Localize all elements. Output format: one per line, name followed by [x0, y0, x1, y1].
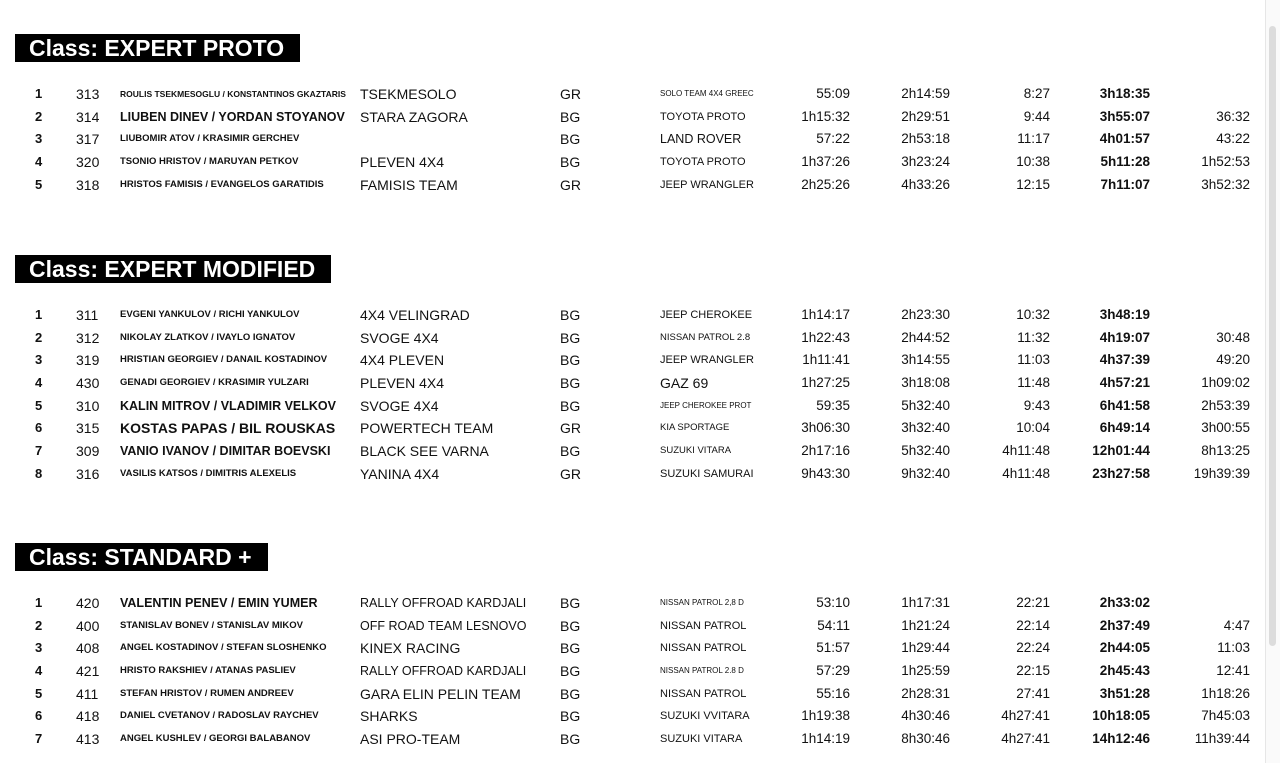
stage-2-time: 1h17:31 — [901, 595, 950, 610]
total-time: 4h01:57 — [1099, 131, 1150, 147]
result-row — [0, 106, 1266, 129]
start-number: 319 — [76, 352, 100, 369]
start-number: 400 — [76, 617, 100, 634]
result-row — [0, 372, 1266, 395]
country-code: BG — [560, 617, 581, 634]
team-name: STARA ZAGORA — [360, 108, 468, 125]
result-row — [0, 83, 1266, 106]
team-name: SVOGE 4X4 — [360, 397, 439, 414]
stage-1-time: 1h15:32 — [801, 108, 850, 124]
country-code: GR — [560, 86, 581, 102]
start-number: 430 — [76, 375, 100, 392]
penalty-time: 10:38 — [1016, 154, 1050, 170]
result-row — [0, 705, 1266, 728]
crew-names: STEFAN HRISTOV / RUMEN ANDREEV — [120, 687, 294, 699]
start-number: 314 — [76, 108, 100, 125]
country-code: BG — [560, 708, 581, 725]
gap-time: 11:03 — [1217, 640, 1250, 656]
total-time: 4h37:39 — [1099, 352, 1150, 368]
vertical-scrollbar[interactable] — [1265, 0, 1280, 763]
team-name: POWERTECH TEAM — [360, 420, 494, 437]
country-code: GR — [560, 465, 581, 482]
total-time: 23h27:58 — [1092, 465, 1150, 481]
total-time: 12h01:44 — [1092, 443, 1150, 459]
result-row — [0, 417, 1266, 440]
stage-2-time: 3h14:55 — [901, 352, 950, 368]
stage-1-time: 9h43:30 — [801, 465, 850, 481]
stage-2-time: 3h23:24 — [901, 154, 950, 170]
car-model: NISSAN PATROL 2.8 D — [660, 666, 744, 676]
car-model: GAZ 69 — [660, 375, 709, 392]
country-code: BG — [560, 443, 581, 460]
car-model: TOYOTA PROTO — [660, 110, 746, 123]
car-model: KIA SPORTAGE — [660, 422, 730, 434]
start-number: 318 — [76, 176, 100, 193]
total-time: 4h57:21 — [1099, 375, 1150, 391]
country-code: BG — [560, 663, 581, 680]
start-number: 411 — [76, 685, 99, 702]
stage-2-time: 2h29:51 — [901, 108, 950, 124]
stage-1-time: 57:22 — [816, 131, 850, 147]
result-row — [0, 683, 1266, 706]
country-code: BG — [560, 307, 581, 323]
crew-names: KALIN MITROV / VLADIMIR VELKOV — [120, 398, 336, 413]
gap-time: 11h39:44 — [1194, 731, 1250, 747]
penalty-time: 11:48 — [1017, 375, 1050, 391]
car-model: SOLO TEAM 4X4 GREEC — [660, 89, 754, 98]
position: 5 — [35, 397, 43, 413]
team-name: RALLY OFFROAD KARDJALI — [360, 596, 527, 610]
team-name: ASI PRO-TEAM — [360, 731, 461, 748]
position: 6 — [35, 708, 43, 724]
country-code: BG — [560, 131, 581, 148]
country-code: GR — [560, 176, 581, 193]
crew-names: HRISTIAN GEORGIEV / DANAIL KOSTADINOV — [120, 354, 328, 366]
crew-names: VASILIS KATSOS / DIMITRIS ALEXELIS — [120, 467, 297, 479]
result-row — [0, 395, 1266, 418]
position: 3 — [35, 352, 43, 368]
stage-1-time: 1h37:26 — [801, 154, 850, 170]
team-name: OFF ROAD TEAM LESNOVO — [360, 618, 527, 633]
gap-time: 1h52:53 — [1201, 154, 1250, 170]
position: 3 — [35, 131, 43, 147]
stage-2-time: 2h28:31 — [901, 685, 950, 701]
penalty-time: 11:03 — [1017, 352, 1050, 368]
position: 5 — [35, 685, 43, 701]
car-model: NISSAN PATROL — [660, 642, 747, 655]
position: 2 — [35, 329, 43, 345]
crew-names: LIUBEN DINEV / YORDAN STOYANOV — [120, 109, 345, 124]
start-number: 317 — [76, 131, 100, 148]
class-title: Class: EXPERT MODIFIED — [15, 255, 331, 283]
position: 6 — [35, 420, 43, 436]
total-time: 7h11:07 — [1100, 176, 1150, 192]
crew-names: ANGEL KUSHLEV / GEORGI BALABANOV — [120, 733, 311, 745]
car-model: TOYOTA PROTO — [660, 156, 746, 169]
crew-names: ROULIS TSEKMESOGLU / KONSTANTINOS GKAZTARIS — [120, 89, 346, 99]
total-time: 2h37:49 — [1099, 617, 1150, 633]
team-name: KINEX RACING — [360, 640, 461, 657]
crew-names: GENADI GEORGIEV / KRASIMIR YULZARI — [120, 377, 309, 389]
penalty-time: 22:24 — [1016, 640, 1050, 656]
result-row — [0, 592, 1266, 615]
result-row — [0, 174, 1266, 197]
country-code: BG — [560, 595, 581, 611]
start-number: 316 — [76, 465, 100, 482]
stage-2-time: 1h21:24 — [901, 617, 950, 633]
position: 1 — [35, 86, 43, 101]
gap-time: 4:47 — [1223, 617, 1250, 633]
position: 4 — [35, 663, 43, 679]
stage-1-time: 57:29 — [816, 663, 850, 679]
crew-names: VALENTIN PENEV / EMIN YUMER — [120, 596, 318, 610]
position: 4 — [35, 154, 43, 170]
start-number: 313 — [76, 86, 100, 102]
total-time: 3h51:28 — [1099, 685, 1150, 701]
total-time: 10h18:05 — [1092, 708, 1150, 724]
team-name: PLEVEN 4X4 — [360, 375, 445, 392]
total-time: 2h45:43 — [1099, 663, 1150, 679]
stage-1-time: 55:16 — [816, 685, 850, 701]
total-time: 6h41:58 — [1099, 397, 1150, 413]
position: 2 — [35, 617, 43, 633]
stage-1-time: 51:57 — [816, 640, 850, 656]
crew-names: ANGEL KOSTADINOV / STEFAN SLOSHENKO — [120, 642, 327, 654]
penalty-time: 11:32 — [1017, 329, 1050, 345]
stage-2-time: 4h33:26 — [901, 176, 950, 192]
team-name: SHARKS — [360, 708, 418, 725]
crew-names: TSONIO HRISTOV / MARUYAN PETKOV — [120, 156, 299, 168]
country-code: BG — [560, 352, 581, 369]
start-number: 408 — [76, 640, 100, 657]
car-model: NISSAN PATROL 2,8 D — [660, 598, 744, 607]
gap-time: 30:48 — [1216, 329, 1250, 345]
team-name: TSEKMESOLO — [360, 86, 457, 102]
total-time: 4h19:07 — [1099, 329, 1150, 345]
car-model: SUZUKI SAMURAI — [660, 467, 754, 480]
stage-1-time: 55:09 — [816, 86, 850, 101]
stage-2-time: 2h14:59 — [901, 86, 950, 101]
team-name: RALLY OFFROAD KARDJALI — [360, 664, 527, 679]
position: 2 — [35, 108, 43, 124]
stage-2-time: 4h30:46 — [901, 708, 950, 724]
result-row — [0, 327, 1266, 350]
country-code: BG — [560, 731, 581, 748]
start-number: 312 — [76, 329, 100, 346]
result-row — [0, 349, 1266, 372]
total-time: 3h18:35 — [1099, 86, 1150, 101]
car-model: SUZUKI VITARA — [660, 445, 732, 457]
position: 7 — [35, 443, 43, 459]
gap-time: 2h53:39 — [1201, 397, 1250, 413]
stage-2-time: 1h29:44 — [901, 640, 950, 656]
start-number: 310 — [76, 397, 100, 414]
total-time: 2h33:02 — [1099, 595, 1150, 610]
stage-1-time: 3h06:30 — [801, 420, 850, 436]
start-number: 418 — [76, 708, 100, 725]
start-number: 320 — [76, 154, 100, 171]
stage-2-time: 5h32:40 — [901, 397, 950, 413]
crew-names: HRISTOS FAMISIS / EVANGELOS GARATIDIS — [120, 178, 324, 190]
crew-names: HRISTO RAKSHIEV / ATANAS PASLIEV — [120, 665, 296, 677]
stage-2-time: 9h32:40 — [901, 465, 950, 481]
result-row — [0, 128, 1266, 151]
car-model: NISSAN PATROL 2.8 — [660, 331, 751, 343]
country-code: BG — [560, 108, 581, 125]
country-code: GR — [560, 420, 581, 437]
penalty-time: 10:32 — [1016, 307, 1050, 322]
crew-names: NIKOLAY ZLATKOV / IVAYLO IGNATOV — [120, 331, 296, 343]
penalty-time: 4h27:41 — [1001, 731, 1050, 747]
gap-time: 1h18:26 — [1201, 685, 1250, 701]
result-row — [0, 728, 1266, 751]
result-row — [0, 660, 1266, 683]
stage-1-time: 1h14:19 — [801, 731, 850, 747]
stage-1-time: 2h25:26 — [801, 176, 850, 192]
stage-2-time: 8h30:46 — [901, 731, 950, 747]
stage-2-time: 2h53:18 — [901, 131, 950, 147]
country-code: BG — [560, 154, 581, 171]
country-code: BG — [560, 329, 581, 346]
penalty-time: 27:41 — [1016, 685, 1050, 701]
total-time: 3h48:19 — [1099, 307, 1150, 322]
stage-1-time: 1h11:41 — [802, 352, 850, 368]
country-code: BG — [560, 375, 581, 392]
position: 8 — [35, 465, 43, 481]
penalty-time: 12:15 — [1016, 176, 1050, 192]
stage-1-time: 53:10 — [816, 595, 850, 610]
gap-time: 19h39:39 — [1193, 465, 1250, 481]
country-code: BG — [560, 685, 581, 702]
car-model: NISSAN PATROL — [660, 619, 747, 632]
result-row — [0, 440, 1266, 463]
class-title: Class: EXPERT PROTO — [15, 34, 300, 62]
results-table — [0, 304, 1266, 486]
gap-time: 3h52:32 — [1201, 176, 1250, 192]
penalty-time: 22:14 — [1016, 617, 1050, 633]
crew-names: LIUBOMIR ATOV / KRASIMIR GERCHEV — [120, 133, 300, 145]
total-time: 2h44:05 — [1099, 640, 1150, 656]
car-model: JEEP WRANGLER — [660, 354, 754, 367]
results-table — [0, 83, 1266, 196]
position: 3 — [35, 640, 43, 656]
gap-time: 49:20 — [1216, 352, 1250, 368]
team-name: BLACK SEE VARNA — [360, 443, 489, 460]
penalty-time: 22:15 — [1016, 663, 1050, 679]
team-name: FAMISIS TEAM — [360, 176, 458, 193]
start-number: 311 — [76, 307, 99, 323]
penalty-time: 10:04 — [1016, 420, 1050, 436]
position: 5 — [35, 176, 43, 192]
result-row — [0, 463, 1266, 486]
result-row — [0, 304, 1266, 327]
total-time: 3h55:07 — [1099, 108, 1150, 124]
penalty-time: 22:21 — [1016, 595, 1050, 610]
scrollbar-thumb[interactable] — [1269, 26, 1276, 646]
team-name: PLEVEN 4X4 — [360, 154, 445, 171]
team-name: 4X4 VELINGRAD — [360, 307, 470, 323]
gap-time: 12:41 — [1216, 663, 1250, 679]
result-row — [0, 615, 1266, 638]
gap-time: 3h00:55 — [1201, 420, 1250, 436]
stage-1-time: 1h19:38 — [801, 708, 850, 724]
team-name: 4X4 PLEVEN — [360, 352, 445, 369]
stage-2-time: 1h25:59 — [901, 663, 950, 679]
start-number: 420 — [76, 595, 100, 611]
stage-2-time: 3h18:08 — [901, 375, 950, 391]
stage-1-time: 59:35 — [816, 397, 850, 413]
total-time: 5h11:28 — [1100, 154, 1150, 170]
penalty-time: 4h11:48 — [1002, 443, 1050, 459]
position: 7 — [35, 731, 43, 747]
car-model: JEEP WRANGLER — [660, 178, 754, 191]
stage-2-time: 3h32:40 — [901, 420, 950, 436]
start-number: 413 — [76, 731, 100, 748]
crew-names: EVGENI YANKULOV / RICHI YANKULOV — [120, 309, 300, 320]
penalty-time: 4h27:41 — [1001, 708, 1050, 724]
penalty-time: 4h11:48 — [1002, 465, 1050, 481]
stage-2-time: 5h32:40 — [901, 443, 950, 459]
stage-1-time: 54:11 — [817, 617, 850, 633]
stage-1-time: 1h14:17 — [801, 307, 850, 322]
penalty-time: 9:43 — [1023, 397, 1050, 413]
total-time: 6h49:14 — [1099, 420, 1150, 436]
position: 4 — [35, 375, 43, 391]
country-code: BG — [560, 397, 581, 414]
results-table — [0, 592, 1266, 751]
gap-time: 1h09:02 — [1201, 375, 1250, 391]
car-model: SUZUKI VITARA — [660, 733, 743, 746]
gap-time: 7h45:03 — [1201, 708, 1250, 724]
car-model: JEEP CHEROKEE — [660, 309, 753, 321]
start-number: 421 — [76, 663, 100, 680]
stage-2-time: 2h44:52 — [901, 329, 950, 345]
team-name: GARA ELIN PELIN TEAM — [360, 685, 521, 702]
crew-names: KOSTAS PAPAS / BIL ROUSKAS — [120, 420, 336, 437]
penalty-time: 11:17 — [1017, 131, 1050, 147]
gap-time: 43:22 — [1216, 131, 1250, 147]
stage-1-time: 1h27:25 — [801, 375, 850, 391]
crew-names: VANIO IVANOV / DIMITAR BOEVSKI — [120, 444, 331, 459]
position: 1 — [35, 307, 43, 322]
start-number: 309 — [76, 443, 100, 460]
car-model: JEEP CHEROKEE PROT — [660, 400, 752, 410]
position: 1 — [35, 595, 43, 610]
car-model: NISSAN PATROL — [660, 687, 747, 700]
stage-1-time: 1h22:43 — [801, 329, 850, 345]
team-name: SVOGE 4X4 — [360, 329, 439, 346]
start-number: 315 — [76, 420, 100, 437]
stage-2-time: 2h23:30 — [901, 307, 950, 322]
car-model: LAND ROVER — [660, 132, 742, 147]
team-name: YANINA 4X4 — [360, 465, 440, 482]
penalty-time: 8:27 — [1023, 86, 1050, 101]
crew-names: STANISLAV BONEV / STANISLAV MIKOV — [120, 619, 303, 631]
total-time: 14h12:46 — [1092, 731, 1150, 747]
gap-time: 36:32 — [1216, 108, 1250, 124]
class-title: Class: STANDARD + — [15, 543, 268, 571]
stage-1-time: 2h17:16 — [801, 443, 850, 459]
penalty-time: 9:44 — [1023, 108, 1050, 124]
gap-time: 8h13:25 — [1201, 443, 1250, 459]
result-row — [0, 151, 1266, 174]
car-model: SUZUKI VVITARA — [660, 710, 750, 723]
result-row — [0, 637, 1266, 660]
crew-names: DANIEL CVETANOV / RADOSLAV RAYCHEV — [120, 710, 319, 722]
country-code: BG — [560, 640, 581, 657]
